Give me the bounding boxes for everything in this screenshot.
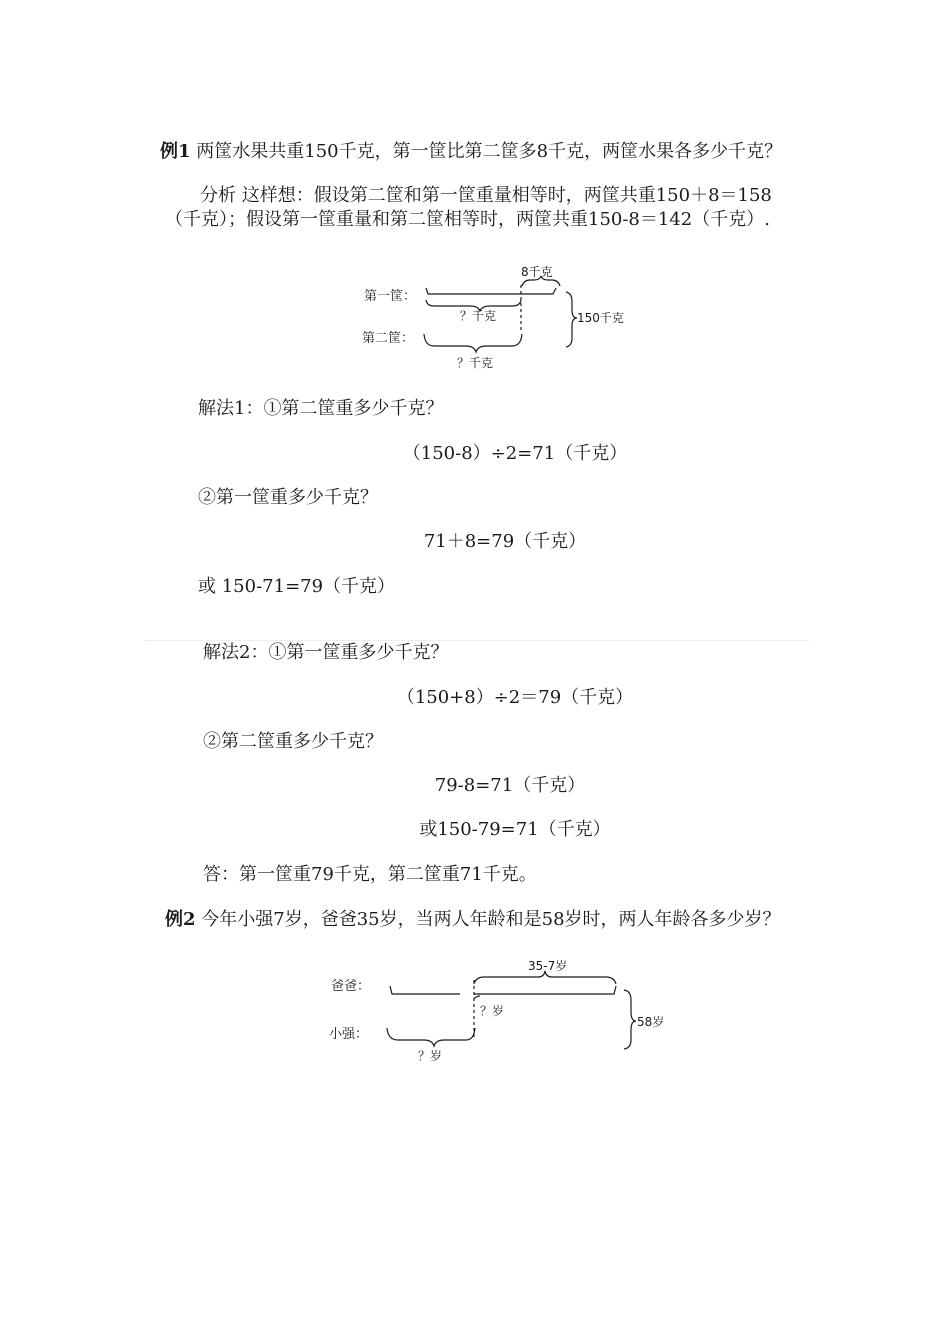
method2-title: 解法2：①第一筐重多少千克？ <box>203 642 449 663</box>
example1-question-text: 两筐水果共重150千克，第一筐比第二筐多8千克，两筐水果各多少千克？ <box>196 141 783 162</box>
son-q-label: ？岁 <box>418 1049 443 1063</box>
total-label: 150千克 <box>577 311 624 325</box>
son-label: 小强： <box>329 1027 369 1042</box>
example1-label: 例1 <box>160 141 191 162</box>
method2-eq2: 79-8=71（千克） <box>434 775 586 796</box>
method1-eq2: 71＋8=79（千克） <box>423 531 587 552</box>
example2-question-text: 今年小强7岁，爸爸35岁，当两人年龄和是58岁时，两人年龄各多少岁？ <box>201 909 781 930</box>
diagram-ages <box>387 971 636 1049</box>
age-total-brace <box>624 990 636 1049</box>
first-q-label: ？千克 <box>460 309 497 323</box>
age-total-label: 58岁 <box>637 1015 665 1029</box>
method2-step2: ②第二筐重多少千克？ <box>203 731 383 752</box>
method1-eq1: （150-8）÷2=71（千克） <box>402 443 628 464</box>
method2-alt: 或150-79=71（千克） <box>419 819 611 840</box>
example2-question <box>165 909 781 931</box>
dad-bar-right <box>474 986 616 994</box>
first-basket-label: 第一筐： <box>364 289 417 304</box>
example2-label: 例2 <box>165 909 196 930</box>
second-basket-bar <box>424 334 522 352</box>
total-brace <box>566 292 577 347</box>
son-bar <box>387 1028 475 1046</box>
dad-label: 爸爸： <box>331 979 371 994</box>
second-q-label: ？千克 <box>457 356 494 370</box>
analysis-line2: （千克）；假设第一筐重量和第二筐相等时，两筐共重150-8＝142（千克）. <box>165 209 770 230</box>
second-basket-label: 第二筐： <box>362 331 415 346</box>
analysis-line1: 分析 这样想：假设第二筐和第一筐重量相等时，两筐共重150＋8＝158 <box>200 185 772 206</box>
method1-title: 解法1：①第二筐重多少千克？ <box>198 398 444 419</box>
diagram-baskets <box>424 276 577 352</box>
method1-alt: 或 150-71=79（千克） <box>198 576 396 597</box>
dad-bar-left <box>390 986 460 994</box>
dad-q-label: ？岁 <box>480 1004 505 1018</box>
age-diff-label: 35-7岁 <box>528 959 568 973</box>
dad-q-brace <box>474 996 480 999</box>
diff-label: 8千克 <box>521 265 553 279</box>
method1-step2: ②第一筐重多少千克？ <box>198 487 378 508</box>
method2-eq1: （150+8）÷2＝79（千克） <box>396 687 634 708</box>
first-basket-bar <box>426 288 556 294</box>
answer: 答：第一筐重79千克，第二筐重71千克。 <box>203 864 537 885</box>
section-divider <box>145 640 810 641</box>
